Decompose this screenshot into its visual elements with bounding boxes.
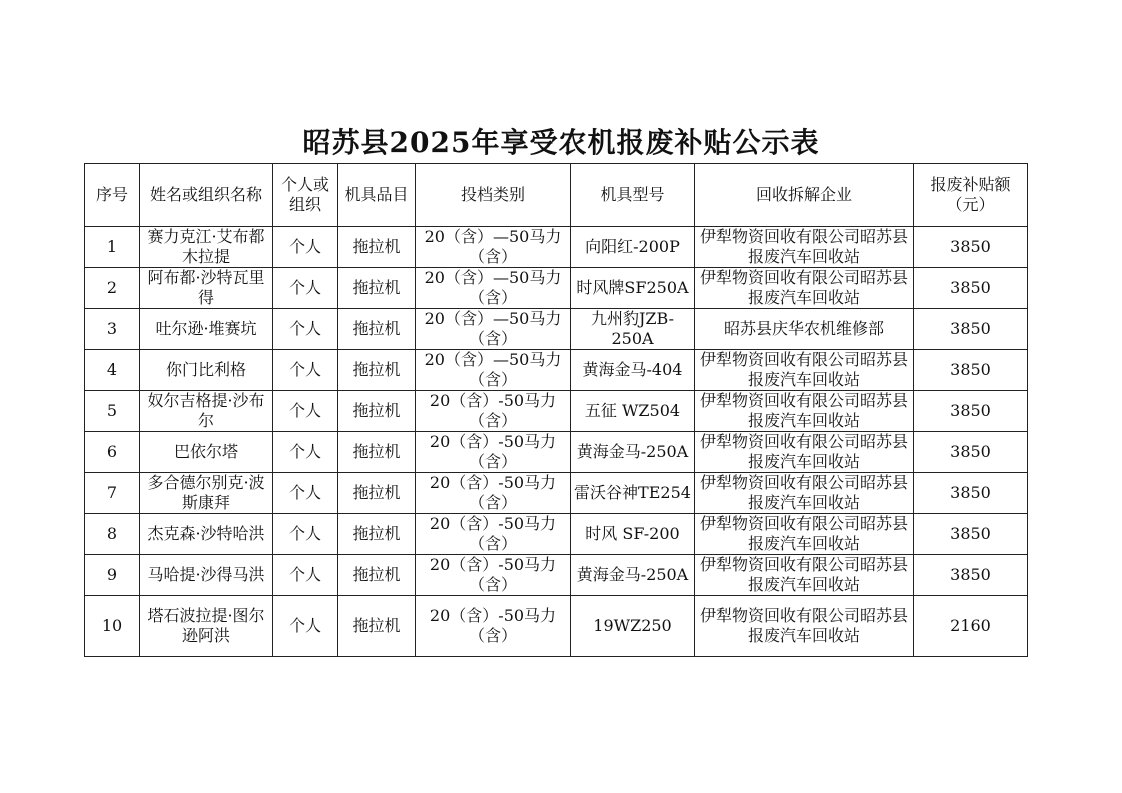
cell-company: 伊犁物资回收有限公司昭苏县报废汽车回收站: [695, 350, 914, 391]
cell-category: 20（含）-50马力（含）: [416, 473, 571, 514]
cell-type: 个人: [273, 596, 338, 657]
table-row: [85, 391, 1028, 432]
cell-no: 5: [85, 391, 140, 432]
cell-model: 时风牌SF250A: [571, 268, 695, 309]
cell-amount: 3850: [914, 555, 1028, 596]
table-row: [85, 514, 1028, 555]
cell-name: 杰克森·沙特哈洪: [140, 514, 273, 555]
header-name: 姓名或组织名称: [140, 164, 273, 227]
cell-amount: 3850: [914, 391, 1028, 432]
cell-company: 伊犁物资回收有限公司昭苏县报废汽车回收站: [695, 268, 914, 309]
cell-no: 6: [85, 432, 140, 473]
cell-amount: 3850: [914, 268, 1028, 309]
cell-type: 个人: [273, 227, 338, 268]
cell-model: 黄海金马-250A: [571, 555, 695, 596]
cell-model: 19WZ250: [571, 596, 695, 657]
cell-type: 个人: [273, 514, 338, 555]
cell-item: 拖拉机: [338, 227, 416, 268]
cell-item: 拖拉机: [338, 514, 416, 555]
cell-amount: 3850: [914, 227, 1028, 268]
table-row: [85, 432, 1028, 473]
cell-type: 个人: [273, 350, 338, 391]
cell-company: 伊犁物资回收有限公司昭苏县报废汽车回收站: [695, 227, 914, 268]
table-row: [85, 473, 1028, 514]
cell-category: 20（含）—50马力（含）: [416, 227, 571, 268]
header-amount: 报废补贴额（元）: [914, 164, 1028, 227]
cell-name: 奴尔吉格提·沙布尔: [140, 391, 273, 432]
cell-name: 多合德尔别克·波斯康拜: [140, 473, 273, 514]
cell-company: 伊犁物资回收有限公司昭苏县报废汽车回收站: [695, 596, 914, 657]
cell-model: 九州豹JZB-250A: [571, 309, 695, 350]
cell-name: 巴依尔塔: [140, 432, 273, 473]
cell-name: 吐尔逊·堆赛坑: [140, 309, 273, 350]
cell-no: 4: [85, 350, 140, 391]
cell-type: 个人: [273, 391, 338, 432]
cell-item: 拖拉机: [338, 432, 416, 473]
cell-category: 20（含）-50马力（含）: [416, 432, 571, 473]
cell-no: 2: [85, 268, 140, 309]
table-row: [85, 227, 1028, 268]
table-row: [85, 309, 1028, 350]
cell-item: 拖拉机: [338, 350, 416, 391]
table-row: [85, 555, 1028, 596]
cell-model: 黄海金马-404: [571, 350, 695, 391]
cell-item: 拖拉机: [338, 555, 416, 596]
table-row: [85, 596, 1028, 657]
cell-name: 你门比利格: [140, 350, 273, 391]
table-row: [85, 268, 1028, 309]
cell-item: 拖拉机: [338, 391, 416, 432]
cell-item: 拖拉机: [338, 268, 416, 309]
header-no: 序号: [85, 164, 140, 227]
cell-no: 10: [85, 596, 140, 657]
cell-amount: 3850: [914, 432, 1028, 473]
cell-model: 五征 WZ504: [571, 391, 695, 432]
header-model: 机具型号: [571, 164, 695, 227]
cell-category: 20（含）-50马力（含）: [416, 391, 571, 432]
cell-name: 赛力克江·艾布都木拉提: [140, 227, 273, 268]
header-category: 投档类别: [416, 164, 571, 227]
cell-model: 时风 SF-200: [571, 514, 695, 555]
cell-category: 20（含）—50马力（含）: [416, 309, 571, 350]
cell-amount: 2160: [914, 596, 1028, 657]
cell-type: 个人: [273, 473, 338, 514]
cell-model: 向阳红-200P: [571, 227, 695, 268]
page-title: 昭苏县2025年享受农机报废补贴公示表: [302, 126, 820, 159]
cell-company: 伊犁物资回收有限公司昭苏县报废汽车回收站: [695, 514, 914, 555]
header-company: 回收拆解企业: [695, 164, 914, 227]
cell-no: 9: [85, 555, 140, 596]
cell-name: 马哈提·沙得马洪: [140, 555, 273, 596]
cell-amount: 3850: [914, 473, 1028, 514]
cell-amount: 3850: [914, 350, 1028, 391]
cell-type: 个人: [273, 432, 338, 473]
cell-type: 个人: [273, 309, 338, 350]
cell-type: 个人: [273, 268, 338, 309]
cell-company: 伊犁物资回收有限公司昭苏县报废汽车回收站: [695, 555, 914, 596]
cell-no: 1: [85, 227, 140, 268]
cell-no: 8: [85, 514, 140, 555]
cell-company: 伊犁物资回收有限公司昭苏县报废汽车回收站: [695, 391, 914, 432]
cell-no: 3: [85, 309, 140, 350]
cell-category: 20（含）—50马力（含）: [416, 350, 571, 391]
cell-model: 雷沃谷神TE254: [571, 473, 695, 514]
cell-item: 拖拉机: [338, 596, 416, 657]
cell-category: 20（含）—50马力（含）: [416, 268, 571, 309]
cell-company: 伊犁物资回收有限公司昭苏县报废汽车回收站: [695, 473, 914, 514]
cell-company: 伊犁物资回收有限公司昭苏县报废汽车回收站: [695, 432, 914, 473]
cell-company: 昭苏县庆华农机维修部: [695, 309, 914, 350]
cell-amount: 3850: [914, 514, 1028, 555]
cell-name: 阿布都·沙特瓦里得: [140, 268, 273, 309]
cell-name: 塔石波拉提·图尔逊阿洪: [140, 596, 273, 657]
cell-type: 个人: [273, 555, 338, 596]
cell-model: 黄海金马-250A: [571, 432, 695, 473]
subsidy-table: [84, 163, 1028, 657]
cell-item: 拖拉机: [338, 473, 416, 514]
table-row: [85, 350, 1028, 391]
cell-category: 20（含）-50马力（含）: [416, 596, 571, 657]
header-item: 机具品目: [338, 164, 416, 227]
cell-amount: 3850: [914, 309, 1028, 350]
table-header-row: [85, 164, 1028, 227]
cell-category: 20（含）-50马力（含）: [416, 514, 571, 555]
cell-no: 7: [85, 473, 140, 514]
header-type: 个人或组织: [273, 164, 338, 227]
cell-item: 拖拉机: [338, 309, 416, 350]
cell-category: 20（含）-50马力（含）: [416, 555, 571, 596]
